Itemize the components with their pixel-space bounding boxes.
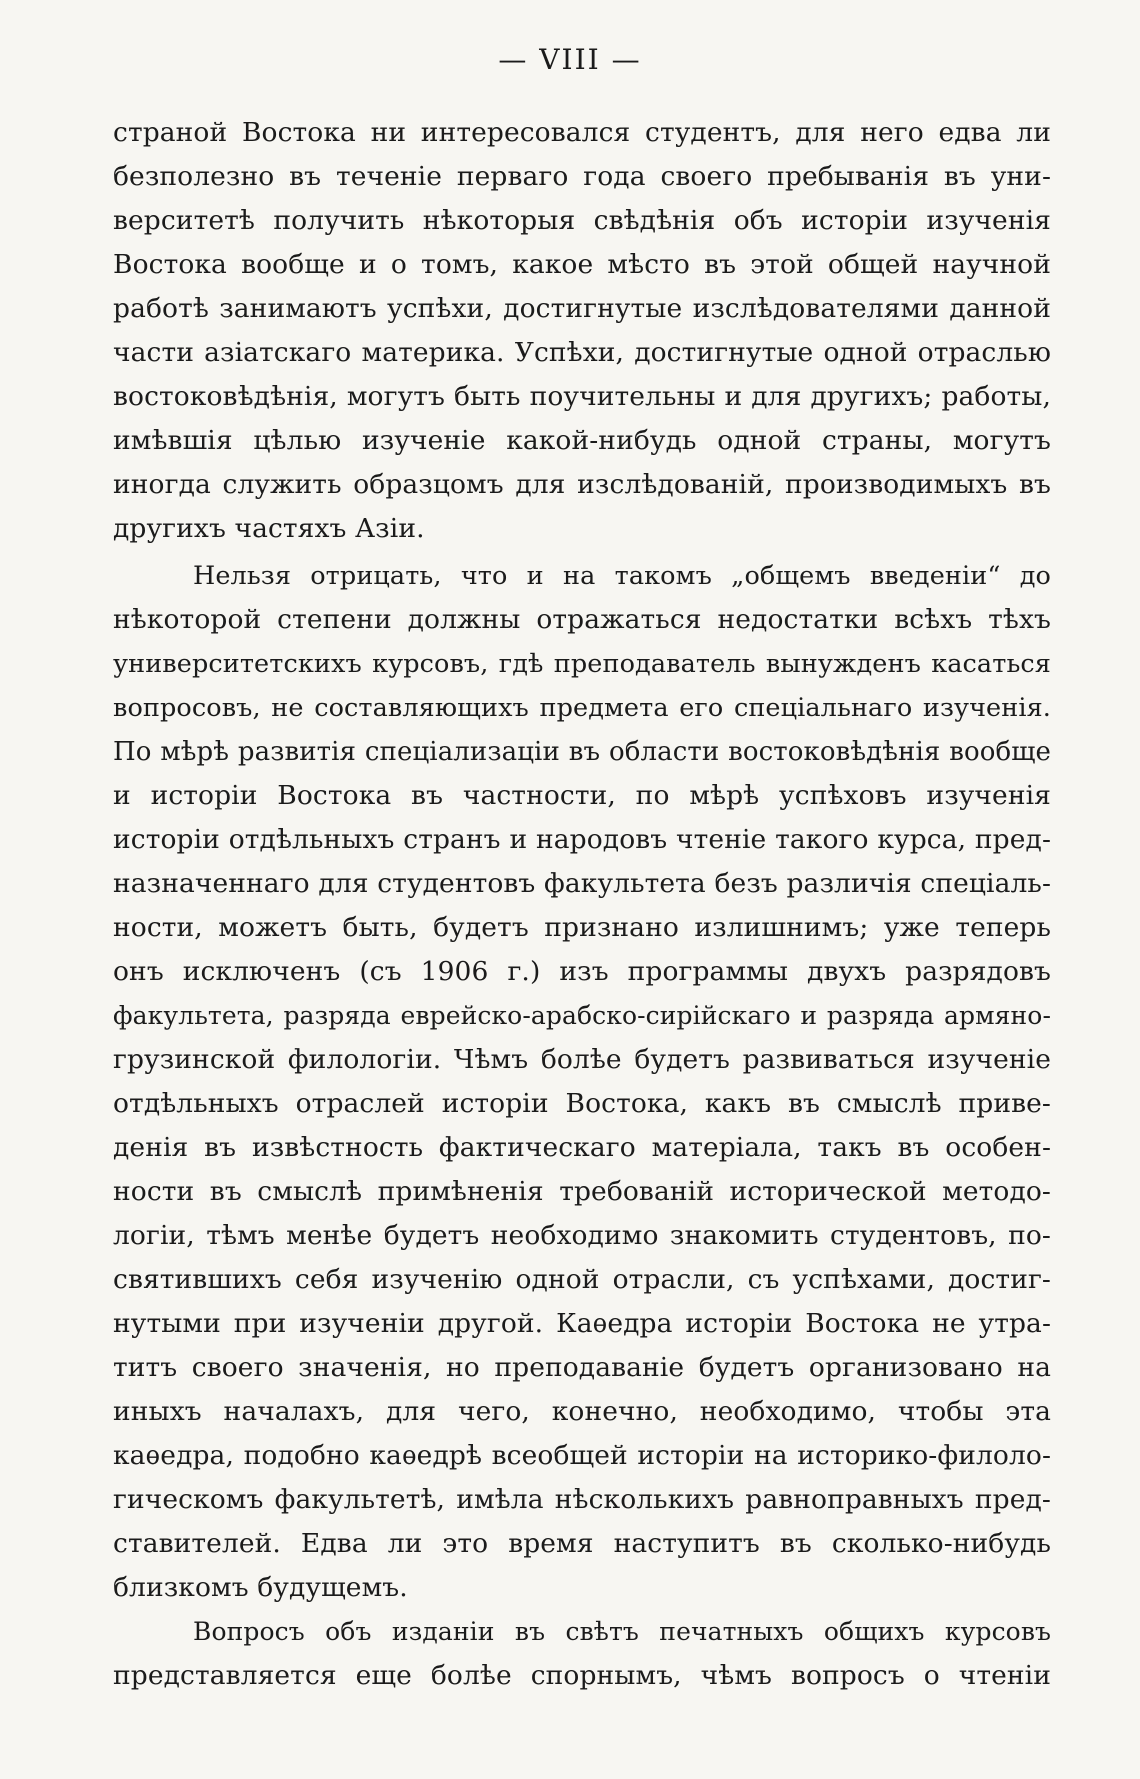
text-line: гическомъ факультетѣ, имѣла нѣсколькихъ равноправныхъ пред- [113,1484,1051,1515]
text-line: назначеннаго для студентовъ факультета безъ различія спеціаль- [113,868,1051,899]
text-line: ставителей. Едва ли это время наступитъ въ сколько-нибудь [113,1528,1051,1559]
text-line: верситетѣ получить нѣкоторыя свѣдѣнія объ исторіи изученія [113,205,1051,236]
paragraph-3 [113,1610,1051,1698]
text-line: логіи, тѣмъ менѣе будетъ необходимо знакомить студентовъ, по- [113,1220,1051,1251]
text-line: ности, можетъ быть, будетъ признано излишнимъ; уже теперь [113,912,1051,943]
page-number: — VIII — [498,43,642,76]
text-line: нѣкоторой степени должны отражаться недостатки всѣхъ тѣхъ [113,604,1051,635]
text-line: святившихъ себя изученію одной отрасли, съ успѣхами, достиг- [113,1264,1051,1295]
text-line: иногда служить образцомъ для изслѣдованій, производимыхъ въ [113,469,1051,500]
text-line: нутыми при изученіи другой. Каѳедра исторіи Востока не утра- [113,1308,1051,1339]
text-line: востоковѣдѣнія, могутъ быть поучительны и для другихъ; работы, [113,381,1051,412]
text-line: близкомъ будущемъ. [113,1572,408,1603]
text-line: и исторіи Востока въ частности, по мѣрѣ успѣховъ изученія [113,780,1051,811]
text-line: имѣвшія цѣлью изученіе какой-нибудь одной страны, могутъ [113,425,1051,456]
text-line: титъ своего значенія, но преподаваніе будетъ организовано на [113,1352,1051,1383]
paragraph-2 [113,554,1051,1610]
text-line: грузинской филологіи. Чѣмъ болѣе будетъ развиваться изученіе [113,1044,1051,1075]
text-line: Вопросъ объ изданіи въ свѣтъ печатныхъ общихъ курсовъ [193,1617,1051,1646]
text-line: университетскихъ курсовъ, гдѣ преподаватель вынужденъ касаться [113,649,1051,679]
text-line: вопросовъ, не составляющихъ предмета его спеціальнаго изученія. [113,693,1051,723]
text-line: безполезно въ теченіе перваго года своего пребыванія въ уни- [113,161,1051,192]
text-line: Нельзя отрицать, что и на такомъ „общемъ введеніи“ до [193,561,1051,591]
text-line: денія въ извѣстность фактическаго матеріала, такъ въ особен- [113,1132,1051,1163]
text-line: отдѣльныхъ отраслей исторіи Востока, какъ въ смыслѣ приве- [113,1088,1051,1119]
text-line: представляется еще болѣе спорнымъ, чѣмъ вопросъ о чтеніи [113,1660,1051,1691]
text-line: работѣ занимаютъ успѣхи, достигнутые изслѣдователями данной [113,293,1051,324]
text-line: Востока вообще и о томъ, какое мѣсто въ этой общей научной [113,249,1051,280]
text-line: страной Востока ни интересовался студентъ, для него едва ли [113,117,1051,148]
text-line: другихъ частяхъ Азіи. [113,513,425,544]
text-line: факультета, разряда еврейско-арабско-сирійскаго и разряда армяно- [113,1001,1051,1030]
text-line: исторіи отдѣльныхъ странъ и народовъ чтеніе такого курса, пред- [113,824,1051,855]
text-line: каѳедра, подобно каѳедрѣ всеобщей исторіи на историко-филоло- [113,1440,1051,1471]
text-line: ности въ смыслѣ примѣненія требованій исторической методо- [113,1176,1051,1207]
text-line: части азіатскаго материка. Успѣхи, достигнутые одной отраслью [113,337,1051,368]
text-line: По мѣрѣ развитія спеціализаціи въ области востоковѣдѣнія вообще [113,737,1051,767]
text-line: иныхъ началахъ, для чего, конечно, необходимо, чтобы эта [113,1396,1051,1427]
paragraph-1 [113,111,1051,551]
text-line: онъ исключенъ (съ 1906 г.) изъ программы двухъ разрядовъ [113,956,1051,987]
